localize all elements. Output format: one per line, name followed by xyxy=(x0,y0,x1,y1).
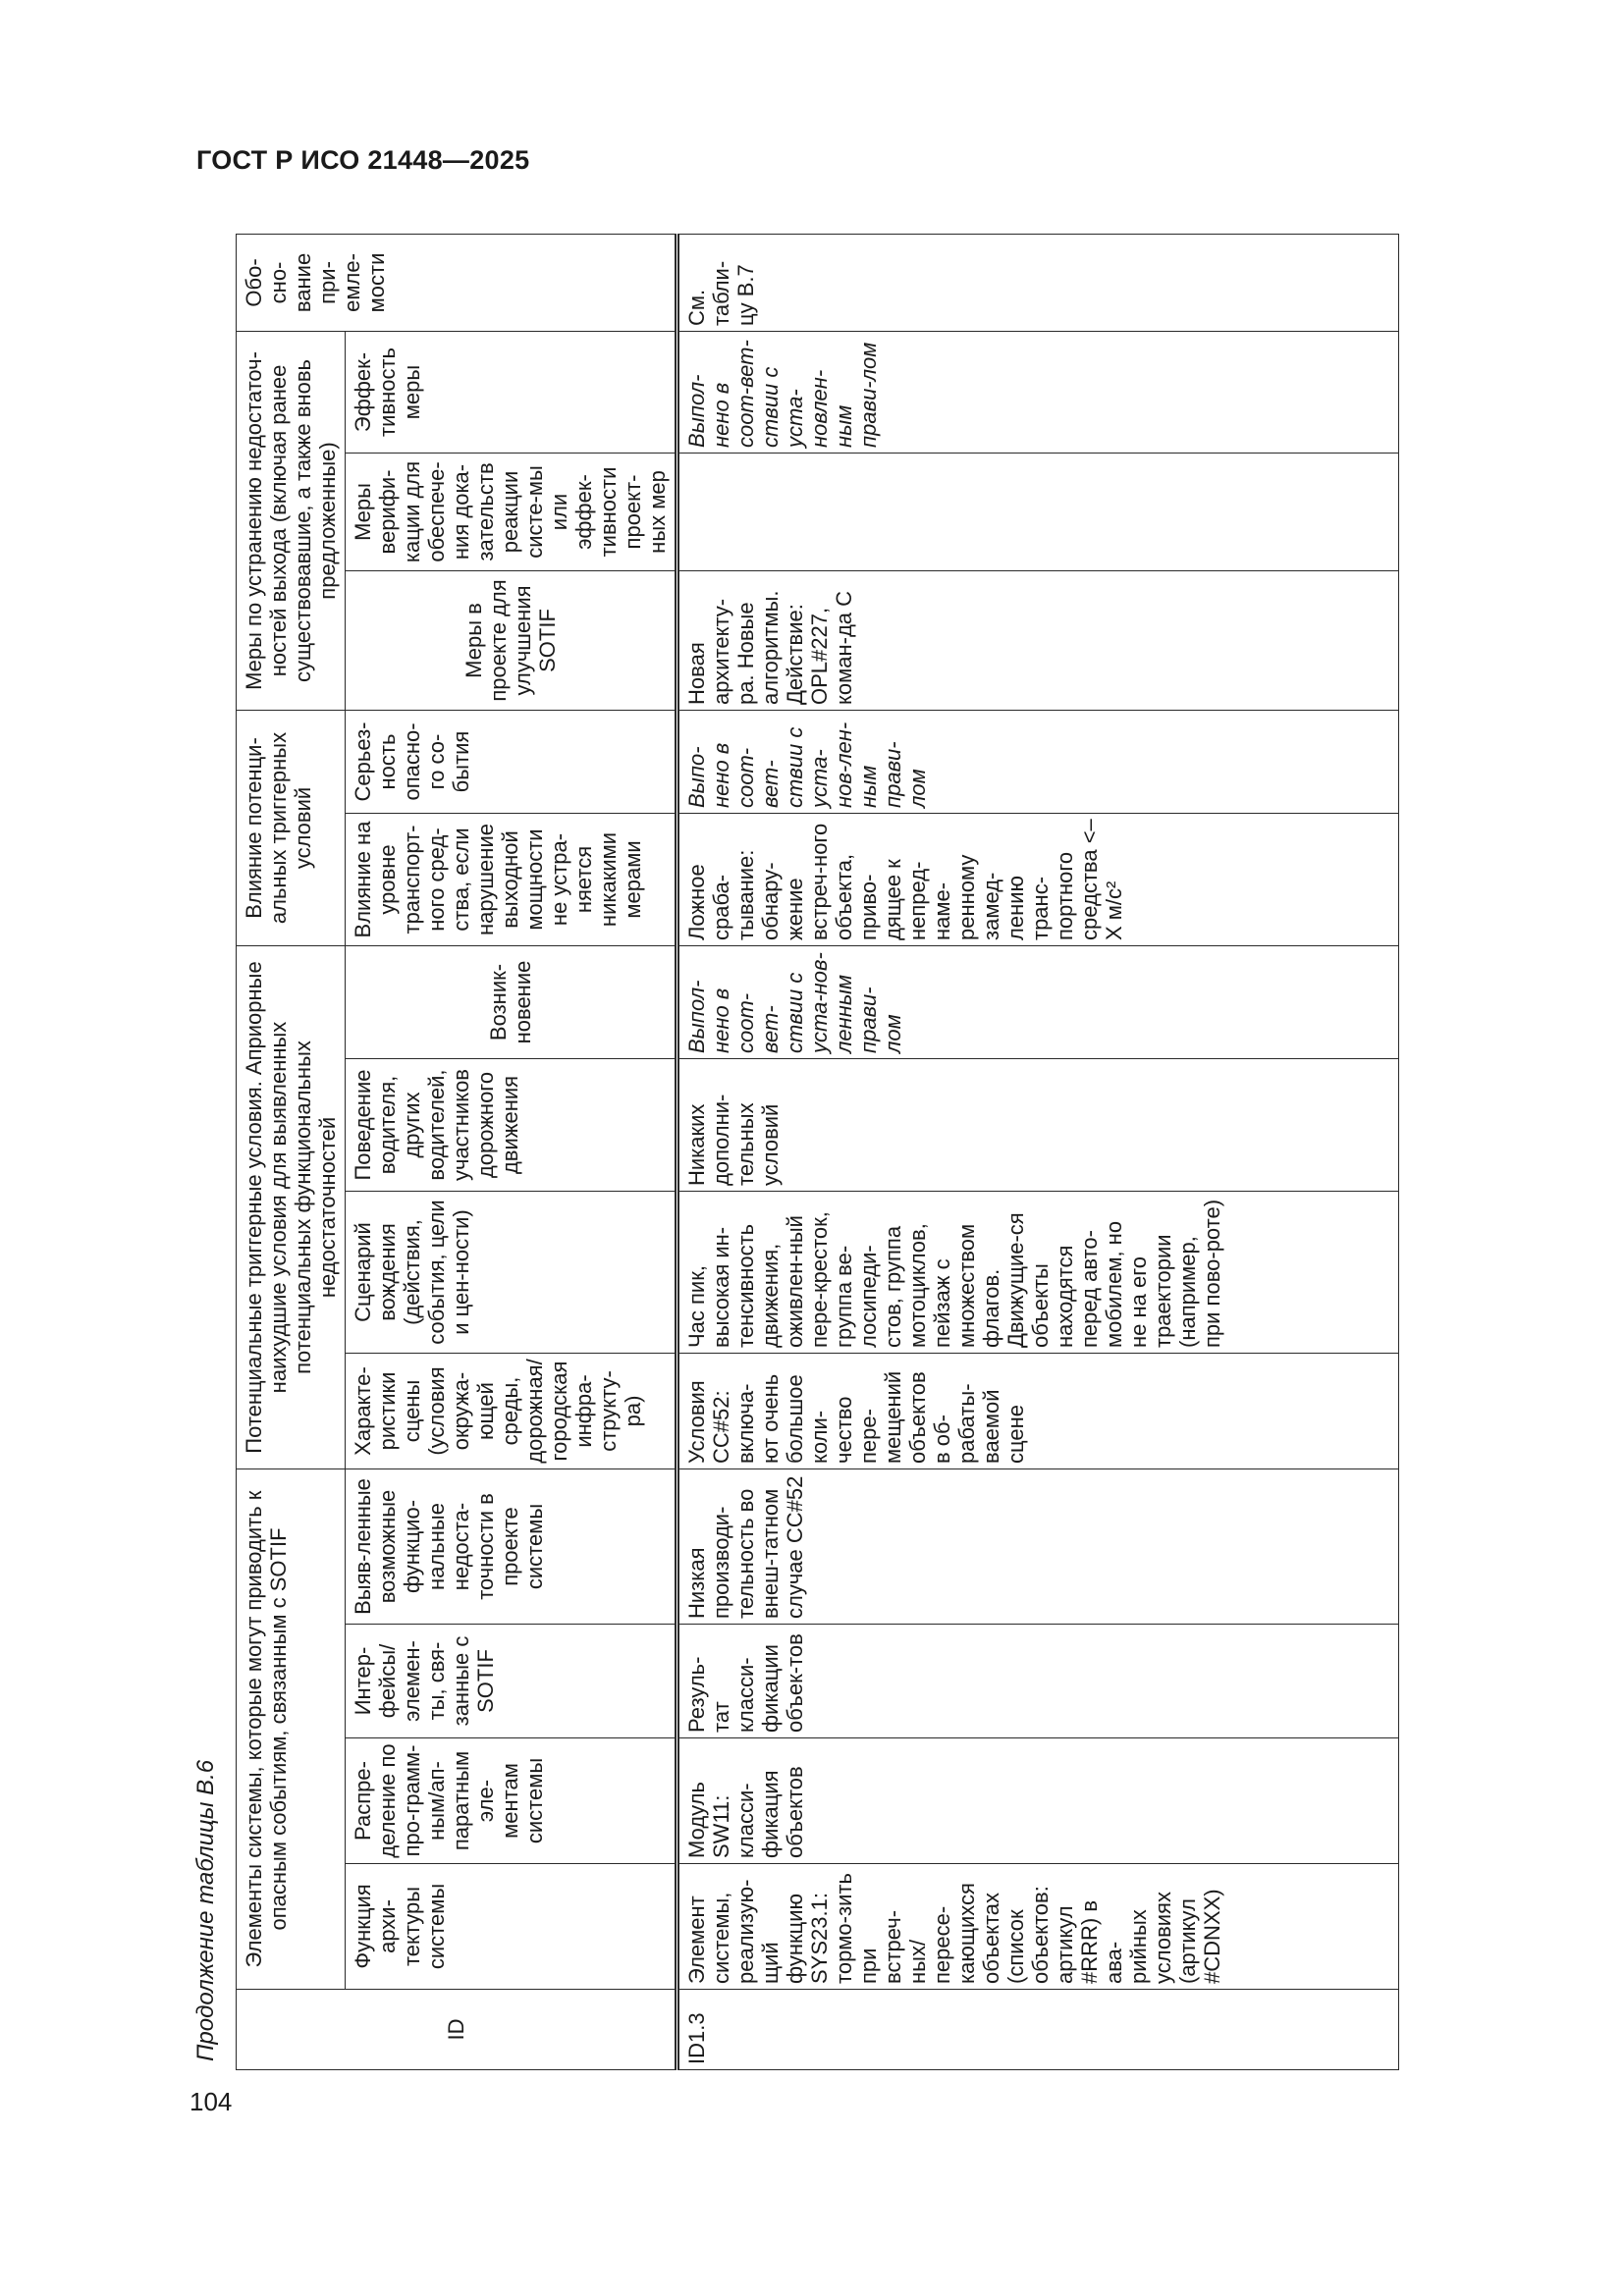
header-triggers: Потенциальные триггерные условия. Априорные наихудшие условия для выявленных потенциальных функциональных недостаточностей xyxy=(237,946,346,1469)
cell-effectiveness: Выпол-нено в соот-вет-ствии с уста-новлен-ным прави-лом xyxy=(677,331,1399,453)
cell-scenario: Час пик, высокая ин-тенсивность движения, оживлен-ный пере-кресток, группа ве-лосипеди-стов, группа мотоциклов, пейзаж с множеством флагов. Движущие-ся объекты находятся перед авто-мобилем, но не на его траектории (например, при пово-роте) xyxy=(677,1192,1399,1354)
subheader-vehicle-effect: Влияние на уровне транспорт-ного сред-ства, если нарушение выходной мощности не устра-няется никакими мерами xyxy=(346,814,677,946)
header-measures: Меры по устранению недостаточ-ностей выхода (включая ранее существовавшие, а также вновь предложенные) xyxy=(237,331,346,710)
table-row xyxy=(677,234,1399,2069)
subheader-scenario: Сценарий вождения (действия, события, цели и цен-ности) xyxy=(346,1192,677,1354)
subheader-behaviour: Поведение водителя, других водителей, участников дорожного движения xyxy=(346,1059,677,1192)
cell-allocation: Модуль SW11: класси-фикация объектов xyxy=(677,1738,1399,1864)
document-code: ГОСТ Р ИСО 21448—2025 xyxy=(196,145,530,175)
subheader-verification: Меры верифи-кации для обеспече-ния дока-зательств реакции систе-мы или эффек-тивности проект-ных мер xyxy=(346,453,677,570)
subheader-design-measures: Меры в проекте для улучшения SOTIF xyxy=(346,570,677,710)
subheader-interfaces: Интер-фейсы/элемен-ты, свя-занные с SOTIF xyxy=(346,1625,677,1738)
subheader-function: Функция архи-тектуры системы xyxy=(346,1864,677,1990)
header-justification: Обо-сно-вание при-емле-мости xyxy=(237,234,677,331)
cell-severity: Выпо-нено в соот-вет-ствии с уста-нов-лен-ным прави-лом xyxy=(677,710,1399,813)
subheader-effectiveness: Эффек-тивность меры xyxy=(346,331,677,453)
header-id: ID xyxy=(237,1990,677,2070)
subheader-allocation: Распре-деление по про-грамм-ным/ап-паратным эле-ментам системы xyxy=(346,1738,677,1864)
cell-vehicle-effect: Ложное сраба-тывание: обнару-жение встреч-ного объекта, приво-дящее к непред-наме-ренному замед-лению транс-портного средства <–X м/с² xyxy=(677,814,1399,946)
subheader-occurrence: Возник-новение xyxy=(346,946,677,1059)
subheader-scene: Характе-ристики сцены (условия окружа-ющей среды, дорожная/городская инфра-структу-ра) xyxy=(346,1354,677,1469)
cell-justification: См. табли-цу В.7 xyxy=(677,234,1399,331)
cell-insufficiencies: Низкая производи-тельность во внеш-татном случае CC#52 xyxy=(677,1469,1399,1625)
subheader-severity: Серьез-ность опасно-го со-бытия xyxy=(346,710,677,813)
cell-occurrence: Выпол-нено в соот-вет-ствии с уста-нов-ленным прави-лом xyxy=(677,946,1399,1059)
sub-header-row xyxy=(346,234,677,2069)
subheader-insufficiencies: Выяв-ленные возможные функцио-нальные недоста-точности в проекте системы xyxy=(346,1469,677,1625)
group-header-row xyxy=(237,234,346,2069)
header-elements: Элементы системы, которые могут приводить к опасным событиям, связанным с SOTIF xyxy=(237,1469,346,1990)
page-number: 104 xyxy=(189,2087,233,2116)
header-influence: Влияние потенци-альных триггерных условий xyxy=(237,710,346,945)
cell-verification xyxy=(677,453,1399,570)
cell-scene: Условия CC#52: включа-ют очень большое коли-чество пере-мещений объектов в об-рабаты-ваемой сцене xyxy=(677,1354,1399,1469)
cell-function: Элемент системы, реализую-щий функцию SYS23.1: тормо-зить при встреч-ных/ пересе-кающихся объектах (список объектов: артикул #RRR) в ава-рийных условиях (артикул #CDNXX) xyxy=(677,1864,1399,1990)
cell-behaviour: Никаких дополни-тельных условий xyxy=(677,1059,1399,1192)
rotated-table-container xyxy=(236,235,1434,2070)
cell-interfaces: Резуль-тат класси-фикации объек-тов xyxy=(677,1625,1399,1738)
cell-id: ID1.3 xyxy=(677,1990,1399,2070)
cell-design-measures: Новая архитекту-ра. Новые алгоритмы. Действие: OPL#227, коман-да С xyxy=(677,570,1399,710)
table-continuation-caption: Продолжение таблицы В.6 xyxy=(192,1759,219,2061)
measures-table xyxy=(236,234,1399,2070)
